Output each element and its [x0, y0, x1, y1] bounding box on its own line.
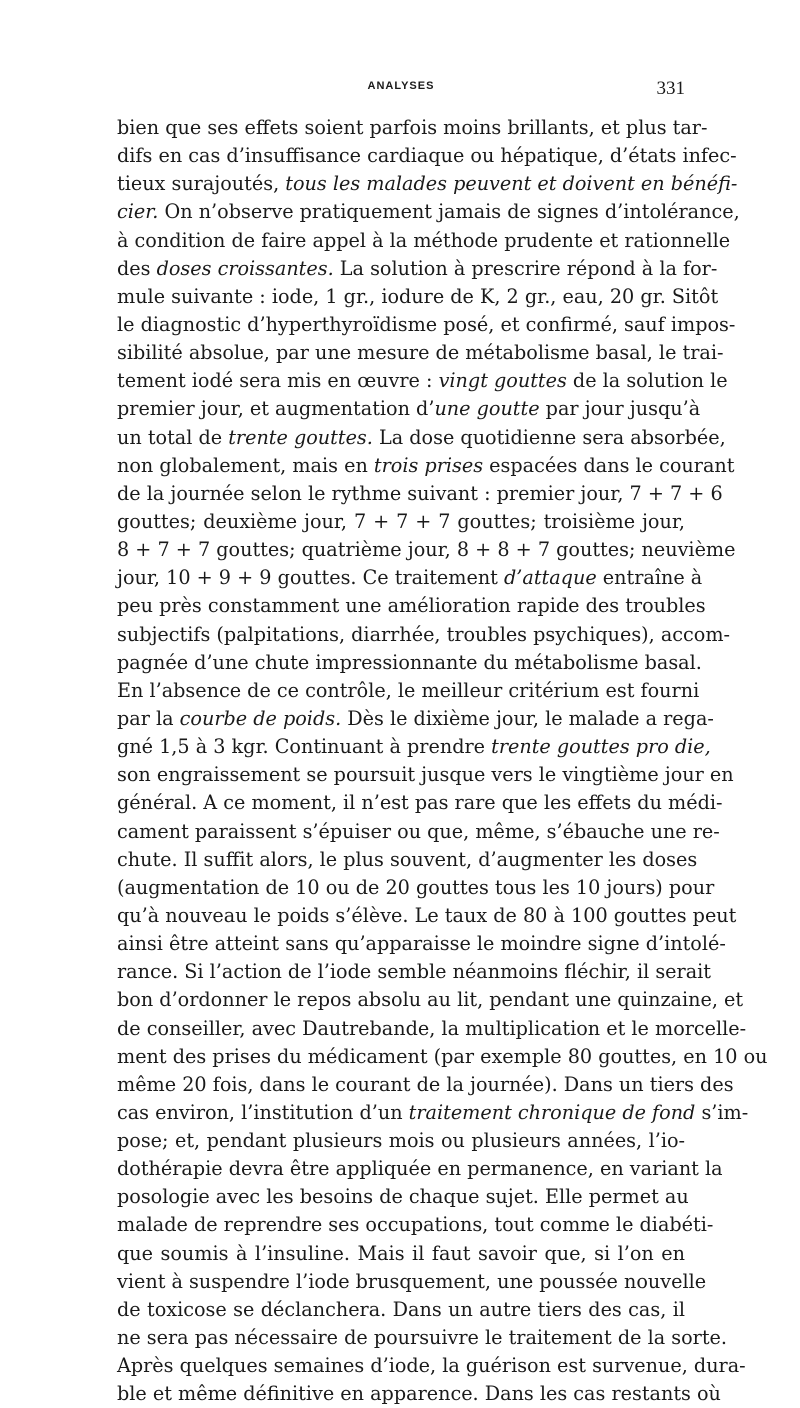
- text-run: par la: [117, 706, 180, 730]
- text-line: [117, 930, 726, 958]
- text-line: [117, 1155, 723, 1183]
- text-line: [117, 536, 736, 564]
- text-run: dothérapie devra être appliquée en permanence, en variant la: [117, 1157, 723, 1181]
- text-run: La dose quotidienne sera absorbée,: [372, 425, 726, 449]
- italic-text: trois prises: [373, 453, 484, 477]
- text-run: Dès le dixième jour, le malade a rega-: [341, 706, 714, 730]
- text-run: subjectifs (palpitations, diarrhée, troubles psychiques), accom-: [117, 622, 731, 646]
- text-run: même 20 fois, dans le courant de la journée). Dans un tiers des: [117, 1072, 734, 1096]
- text-run: cas environ, l’institution d’un: [117, 1100, 409, 1124]
- text-run: 8 + 7 + 7 gouttes; quatrième jour, 8 + 8 + 7 gouttes; neuvième: [117, 538, 736, 562]
- italic-text: tous les malades peuvent et doivent en bénéfi-: [285, 172, 738, 196]
- text-run: de la journée selon le rythme suivant : premier jour, 7 + 7 + 6: [117, 481, 723, 505]
- text-run: de toxicose se déclanchera. Dans un autre tiers des cas, il: [117, 1297, 685, 1321]
- text-line: [117, 1043, 768, 1071]
- text-run: tement iodé sera mis en œuvre :: [117, 369, 439, 393]
- text-run: son engraissement se poursuit jusque vers le vingtième jour en: [117, 763, 734, 787]
- text-line: [117, 677, 700, 705]
- text-line: [117, 367, 728, 395]
- text-line: [117, 818, 720, 846]
- text-run: le diagnostic d’hyperthyroïdisme posé, et confirmé, sauf impos-: [117, 312, 736, 336]
- text-run: mule suivante : iode, 1 gr., iodure de K, 2 gr., eau, 20 gr. Sitôt: [117, 284, 719, 308]
- text-run: que soumis à l’insuline. Mais il faut savoir que, si l’on en: [117, 1241, 685, 1265]
- text-run: La solution à prescrire répond à la for-: [333, 256, 718, 280]
- text-line: [117, 846, 698, 874]
- italic-text: courbe de poids.: [179, 706, 342, 730]
- text-run: En l’absence de ce contrôle, le meilleur critérium est fourni: [117, 678, 700, 702]
- text-line: [117, 592, 706, 620]
- italic-text: une goutte: [434, 397, 540, 421]
- text-line: [117, 621, 731, 649]
- italic-text: cier.: [117, 200, 159, 224]
- text-run: un total de: [117, 425, 229, 449]
- text-run: de conseiller, avec Dautrebande, la multiplication et le morcelle-: [117, 1016, 747, 1040]
- text-line: [117, 1127, 685, 1155]
- running-header: [117, 78, 685, 102]
- text-line: [117, 789, 723, 817]
- text-line: [117, 1296, 685, 1324]
- text-line: [117, 339, 724, 367]
- text-line: [117, 1099, 749, 1127]
- text-line: [117, 1268, 707, 1296]
- text-run: gné 1,5 à 3 kgr. Continuant à prendre: [117, 735, 492, 759]
- text-run: difs en cas d’insuffisance cardiaque ou hépatique, d’états infec-: [117, 144, 737, 168]
- text-line: [117, 1324, 727, 1352]
- text-line: [117, 958, 711, 986]
- page-number: 331: [656, 78, 685, 99]
- text-run: par jour jusqu’à: [539, 397, 701, 421]
- text-line: [117, 480, 723, 508]
- text-line: [117, 733, 711, 761]
- text-run: sibilité absolue, par une mesure de métabolisme basal, le trai-: [117, 341, 724, 365]
- italic-text: d’attaque: [504, 566, 597, 590]
- text-run: On n’observe pratiquement jamais de signes d’intolérance,: [158, 200, 740, 224]
- text-line: [117, 761, 734, 789]
- text-run: espacées dans le courant: [483, 453, 735, 477]
- text-line: [117, 1071, 734, 1099]
- text-line: [117, 564, 703, 592]
- italic-text: doses croissantes.: [156, 256, 334, 280]
- text-run: ainsi être atteint sans qu’apparaisse le moindre signe d’intolé-: [117, 932, 726, 956]
- text-run: Après quelques semaines d’iode, la guérison est survenue, dura-: [117, 1354, 746, 1378]
- text-run: pagnée d’une chute impressionnante du métabolisme basal.: [117, 650, 702, 674]
- text-line: [117, 705, 714, 733]
- text-run: (augmentation de 10 ou de 20 gouttes tous les 10 jours) pour: [117, 875, 715, 899]
- text-line: [117, 902, 737, 930]
- text-line: [117, 508, 685, 536]
- running-header-title: ANALYSES: [367, 80, 435, 92]
- text-line: [117, 1380, 721, 1408]
- italic-text: trente gouttes pro die,: [491, 735, 711, 759]
- text-run: ment des prises du médicament (par exemple 80 gouttes, en 10 ou: [117, 1044, 768, 1068]
- text-run: malade de reprendre ses occupations, tout comme le diabéti-: [117, 1213, 714, 1237]
- text-line: [117, 986, 744, 1014]
- text-line: [117, 283, 719, 311]
- text-line: [117, 142, 737, 170]
- text-run: non globalement, mais en: [117, 453, 374, 477]
- italic-text: vingt gouttes: [438, 369, 567, 393]
- text-line: [117, 1240, 685, 1268]
- text-line: [117, 649, 702, 677]
- text-run: bien que ses effets soient parfois moins brillants, et plus tar-: [117, 116, 708, 139]
- text-run: pose; et, pendant plusieurs mois ou plusieurs années, l’io-: [117, 1129, 685, 1153]
- text-run: rance. Si l’action de l’iode semble néanmoins fléchir, il serait: [117, 960, 711, 984]
- text-run: premier jour, et augmentation d’: [117, 397, 435, 421]
- text-run: peu près constamment une amélioration rapide des troubles: [117, 594, 706, 618]
- body-paragraph: [117, 114, 768, 1408]
- text-line: [117, 424, 726, 452]
- text-run: qu’à nouveau le poids s’élève. Le taux de 80 à 100 gouttes peut: [117, 903, 737, 927]
- text-run: à condition de faire appel à la méthode prudente et rationnelle: [117, 228, 731, 252]
- text-line: [117, 198, 740, 226]
- text-line: [117, 1211, 714, 1239]
- text-run: ble et même définitive en apparence. Dans les cas restants où: [117, 1382, 721, 1406]
- text-run: tieux surajoutés,: [117, 172, 286, 196]
- text-run: de la solution le: [566, 369, 728, 393]
- text-line: [117, 311, 736, 339]
- text-line: [117, 170, 738, 198]
- text-line: [117, 1352, 746, 1380]
- text-run: cament paraissent s’épuiser ou que, même, s’ébauche une re-: [117, 819, 720, 843]
- text-run: s’im-: [695, 1100, 749, 1124]
- text-run: bon d’ordonner le repos absolu au lit, pendant une quinzaine, et: [117, 988, 744, 1012]
- text-run: ne sera pas nécessaire de poursuivre le traitement de la sorte.: [117, 1326, 727, 1350]
- text-run: chute. Il suffit alors, le plus souvent, d’augmenter les doses: [117, 847, 698, 871]
- text-line: [117, 874, 715, 902]
- text-run: des: [117, 256, 157, 280]
- text-line: [117, 395, 701, 423]
- italic-text: trente gouttes.: [228, 425, 373, 449]
- text-run: vient à suspendre l’iode brusquement, une poussée nouvelle: [117, 1269, 707, 1293]
- text-line: [117, 114, 708, 142]
- text-line: [117, 452, 735, 480]
- italic-text: traitement chronique de fond: [408, 1100, 696, 1124]
- text-run: posologie avec les besoins de chaque sujet. Elle permet au: [117, 1185, 689, 1209]
- text-line: [117, 1183, 689, 1211]
- text-line: [117, 227, 731, 255]
- text-run: jour, 10 + 9 + 9 gouttes. Ce traitement: [117, 566, 504, 590]
- text-run: gouttes; deuxième jour, 7 + 7 + 7 gouttes; troisième jour,: [117, 509, 685, 533]
- text-line: [117, 255, 718, 283]
- text-line: [117, 1015, 747, 1043]
- text-run: général. A ce moment, il n’est pas rare que les effets du médi-: [117, 791, 723, 815]
- text-run: entraîne à: [596, 566, 703, 590]
